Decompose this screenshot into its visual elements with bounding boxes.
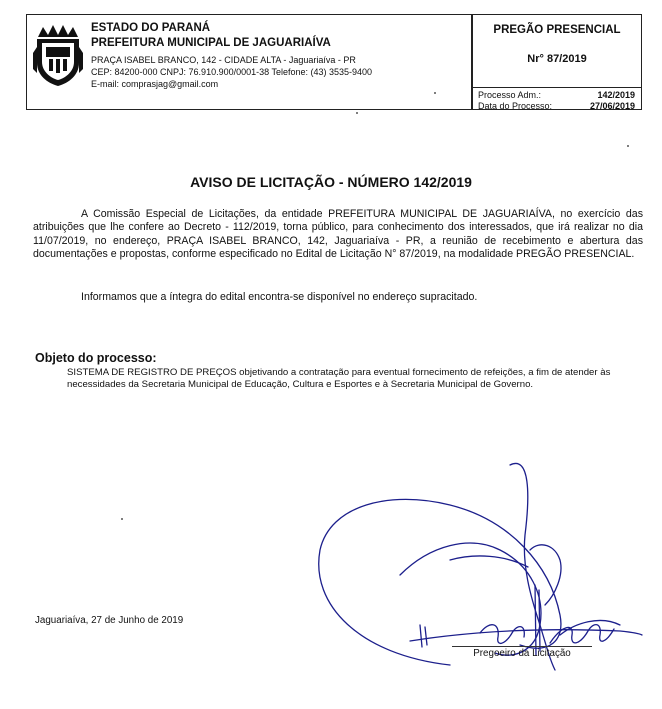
process-date-row (478, 101, 635, 112)
procurement-number: Nr° 87/2019 (527, 53, 587, 65)
process-label: Processo Adm.: (478, 90, 542, 100)
object-text: SISTEMA DE REGISTRO DE PREÇOS objetivando a contratação para eventual fornecimento de refeições, a fim de atender às necessidades da Secretaria Municipal de Educação, Cultura e Esportes e à Secretaria Municipal de Governo. (67, 367, 611, 390)
handwritten-signature (300, 455, 662, 709)
signature-line (452, 646, 592, 647)
header-organization: PREFEITURA MUNICIPAL DE JAGUARIAÍVA (91, 37, 331, 49)
notice-note: Informamos que a íntegra do edital encontra-se disponível no endereço supracitado. (81, 291, 478, 303)
scan-speck (434, 92, 436, 94)
scan-speck (627, 145, 629, 147)
header-state: ESTADO DO PARANÁ (91, 22, 211, 34)
notice-title: AVISO DE LICITAÇÃO - NÚMERO 142/2019 (190, 174, 472, 190)
scan-speck (356, 112, 358, 114)
signature-caption: Pregoeiro da Licitação (473, 648, 571, 659)
process-value: 142/2019 (597, 90, 635, 100)
header-box (26, 14, 472, 110)
procurement-divider (473, 87, 641, 88)
scan-speck (121, 518, 123, 520)
header-contacts: CEP: 84200-000 CNPJ: 76.910.900/0001-38 Telefone: (43) 3535-9400 (91, 67, 373, 77)
notice-body: A Comissão Especial de Licitações, da entidade PREFEITURA MUNICIPAL DE JAGUARIAÍVA, no exercício das atribuições que lhe confere ao Decreto - 112/2019, torna público, para conhecimento dos interessados, que irá realizar no dia 11/07/2019, no endereço, PRAÇA ISABEL BRANCO, 142, Jaguariaíva - PR, a reunião de recebimento e abertura das documentações e propostas, conforme especificado no Edital de Licitação N° 87/2019, na modalidade PREGÃO PRESENCIAL. (33, 208, 643, 261)
process-row (478, 90, 635, 101)
place-date: Jaguariaíva, 27 de Junho de 2019 (35, 615, 184, 626)
process-date-value: 27/06/2019 (589, 101, 635, 111)
header-email: E-mail: comprasjag@gmail.com (91, 79, 219, 89)
object-heading: Objeto do processo: (35, 351, 157, 365)
header-address: PRAÇA ISABEL BRANCO, 142 - CIDADE ALTA - Jaguariaíva - PR (91, 55, 356, 65)
municipal-crest-icon (33, 23, 83, 87)
procurement-title: PREGÃO PRESENCIAL (493, 24, 621, 36)
procurement-box (472, 14, 642, 110)
process-date-label: Data do Processo: (478, 101, 553, 111)
